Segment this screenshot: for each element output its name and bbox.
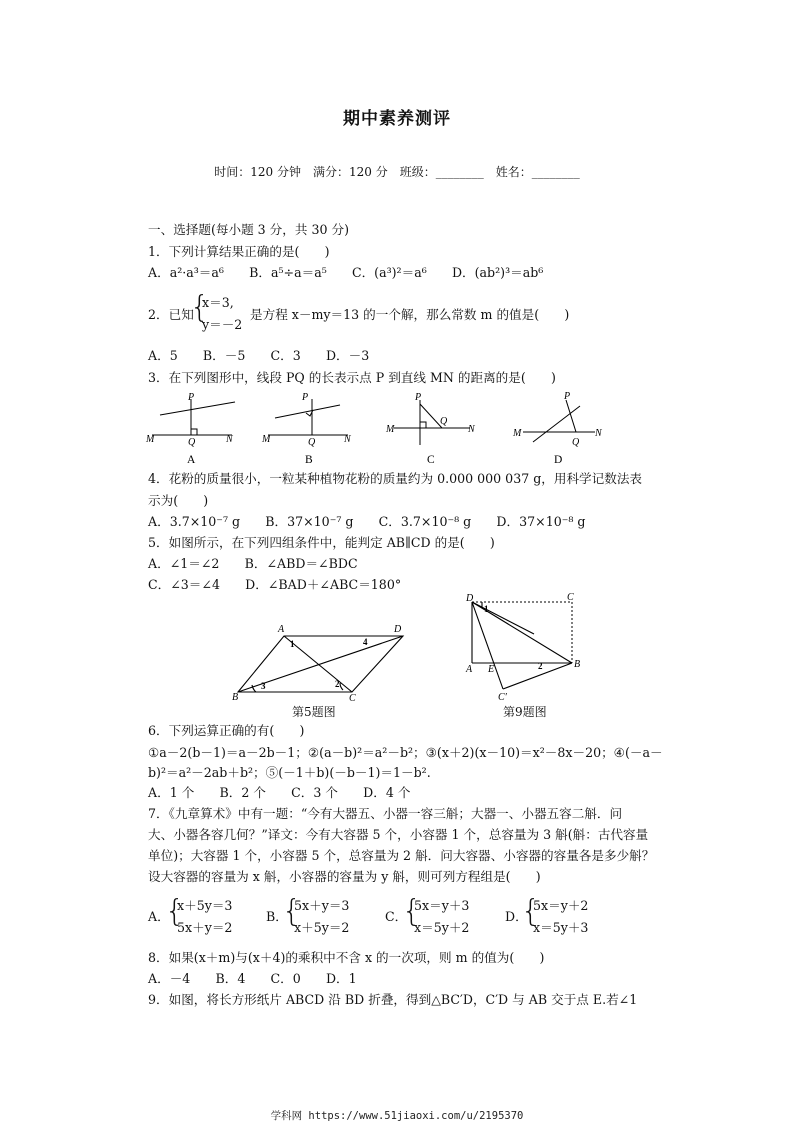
q7-line1: 7．《九章算术》中有一题：“今有大器五、小器一容三斛；大器一、小器五容二斛．问	[148, 806, 623, 821]
q7-option-a-label: A．	[148, 909, 170, 924]
svg-text:A: A	[466, 664, 473, 675]
svg-text:M: M	[386, 424, 395, 435]
q3-label-c: C	[427, 454, 435, 465]
q6-options: A．1 个 B．2 个 C．3 个 D．4 个	[148, 785, 411, 800]
q4-line2: 示为( )	[148, 493, 209, 508]
svg-text:N: N	[595, 428, 602, 439]
svg-text:C: C	[349, 693, 356, 703]
q2-eq2: y＝－2	[202, 317, 243, 332]
q6-line1: ①a－2(b－1)＝a－2b－1；②(a－b)²＝a²－b²；③(x＋2)(x－10)＝x²－8x－20；④(－a－	[148, 745, 663, 760]
q7-option-b-label: B．	[266, 909, 288, 924]
q2-post: 是方程 x－my＝13 的一个解，那么常数 m 的值是( )	[250, 307, 570, 322]
svg-text:P: P	[188, 392, 195, 403]
svg-text:Q: Q	[572, 437, 580, 448]
exam-info: 时间：120 分钟 满分：120 分 班级：________ 姓名：________	[214, 165, 580, 179]
svg-text:P: P	[415, 392, 422, 403]
q6-line2: b)²＝a²－2ab＋b²；⑤(－1＋b)(－b－1)＝1－b².	[148, 765, 431, 780]
svg-text:M: M	[262, 434, 271, 445]
svg-text:E: E	[488, 664, 495, 675]
svg-text:3: 3	[261, 681, 266, 691]
svg-text:P: P	[564, 391, 571, 402]
svg-text:N: N	[226, 434, 233, 445]
q7-option-d-eq2: x＝5y＋3	[533, 920, 589, 935]
q8-options: A．－4 B．4 C．0 D．1	[148, 971, 357, 986]
svg-text:C′: C′	[498, 692, 507, 702]
q3-stem: 3．在下列图形中，线段 PQ 的长表示点 P 到直线 MN 的距离的是( )	[148, 370, 556, 385]
q7-option-a-eq1: x＋5y＝3	[177, 898, 233, 913]
svg-text:B: B	[232, 692, 239, 703]
svg-text:2: 2	[538, 661, 543, 671]
q7-option-a-brace: {	[165, 894, 185, 929]
q7-option-c-eq1: 5x＝y＋3	[414, 898, 470, 913]
svg-text:1: 1	[290, 639, 295, 649]
q1-options: A．a²·a³＝a⁶ B．a⁵÷a＝a⁵ C．(a³)²＝a⁶ D．(ab²)³＝ab⁶	[148, 265, 544, 280]
q5-options-2: C．∠3＝∠4 D．∠BAD＋∠ABC＝180°	[148, 577, 402, 592]
q3-label-d: D	[554, 454, 563, 465]
svg-text:N: N	[344, 434, 351, 445]
q7-option-d-brace: {	[521, 894, 541, 929]
svg-text:A: A	[278, 624, 285, 635]
svg-text:Q: Q	[440, 416, 448, 427]
q3-figures	[140, 390, 620, 465]
svg-text:Q: Q	[188, 437, 196, 448]
q7-option-c-eq2: x＝5y＋2	[414, 920, 470, 935]
q6-stem: 6．下列运算正确的有( )	[148, 723, 305, 738]
fig5-caption: 第5题图	[292, 705, 336, 719]
q2-pre: 2．已知	[148, 307, 194, 322]
q9-stem: 9．如图，将长方形纸片 ABCD 沿 BD 折叠，得到△BC′D，C′D 与 AB 交于点 E.若∠1	[148, 992, 638, 1007]
q4-options: A．3.7×10⁻⁷ g B．37×10⁻⁷ g C．3.7×10⁻⁸ g D．37×10⁻⁸ g	[148, 514, 586, 529]
page-footer: 学科网 https://www.51jiaoxi.com/u/2195370	[270, 1110, 524, 1122]
svg-text:P: P	[302, 392, 309, 403]
q7-option-b-eq1: 5x＋y＝3	[294, 898, 350, 913]
svg-text:Q: Q	[308, 437, 316, 448]
q2-brace: {	[190, 290, 210, 325]
q3-label-b: B	[305, 454, 313, 465]
figure-q9	[462, 592, 592, 702]
q4-line1: 4．花粉的质量很小，一粒某种植物花粉的质量约为 0.000 000 037 g，用科学记数法表	[148, 471, 643, 486]
svg-text:1: 1	[484, 604, 489, 614]
q7-option-b-brace: {	[282, 894, 302, 929]
q1-stem: 1．下列计算结果正确的是( )	[148, 244, 330, 259]
svg-text:M: M	[146, 434, 155, 445]
svg-text:D: D	[466, 593, 474, 604]
q2-eq1: x＝3,	[202, 295, 234, 310]
svg-text:B: B	[574, 659, 581, 670]
q7-option-c-brace: {	[402, 894, 422, 929]
q7-option-d-eq1: 5x＝y＋2	[533, 898, 589, 913]
fig9-caption: 第9题图	[503, 705, 547, 719]
q7-line3: 单位)；大容器 1 个，小容器 5 个，总容量为 2 斛．问大容器、小容器的容量各是多少斛？	[148, 848, 655, 863]
section-heading: 一、选择题(每小题 3 分，共 30 分)	[148, 222, 350, 237]
figure-q5	[228, 618, 418, 703]
q7-line4: 设大容器的容量为 x 斛，小容器的容量为 y 斛，则可列方程组是( )	[148, 869, 541, 884]
q5-options-1: A．∠1＝∠2 B．∠ABD＝∠BDC	[148, 556, 358, 571]
q2-options: A．5 B．－5 C．3 D．－3	[148, 348, 370, 363]
svg-text:D: D	[394, 624, 402, 635]
q7-option-a-eq2: 5x＋y＝2	[177, 920, 233, 935]
q5-stem: 5．如图所示，在下列四组条件中，能判定 AB∥CD 的是( )	[148, 535, 495, 550]
q7-option-d-label: D．	[505, 909, 528, 924]
svg-text:N: N	[468, 424, 475, 435]
q7-option-b-eq2: x＋5y＝2	[294, 920, 350, 935]
svg-text:M: M	[513, 428, 522, 439]
q7-option-c-label: C．	[385, 909, 408, 924]
q8-stem: 8．如果(x＋m)与(x＋4)的乘积中不含 x 的一次项，则 m 的值为( )	[148, 950, 545, 965]
svg-text:4: 4	[363, 637, 368, 647]
q3-label-a: A	[187, 454, 196, 465]
q7-line2: 大、小器各容几何？”译文：今有大容器 5 个，小容器 1 个，总容量为 3 斛(斛：古代容量	[148, 827, 649, 842]
page-title: 期中素养测评	[343, 109, 451, 129]
svg-text:2: 2	[335, 679, 340, 689]
svg-text:C: C	[567, 592, 574, 603]
